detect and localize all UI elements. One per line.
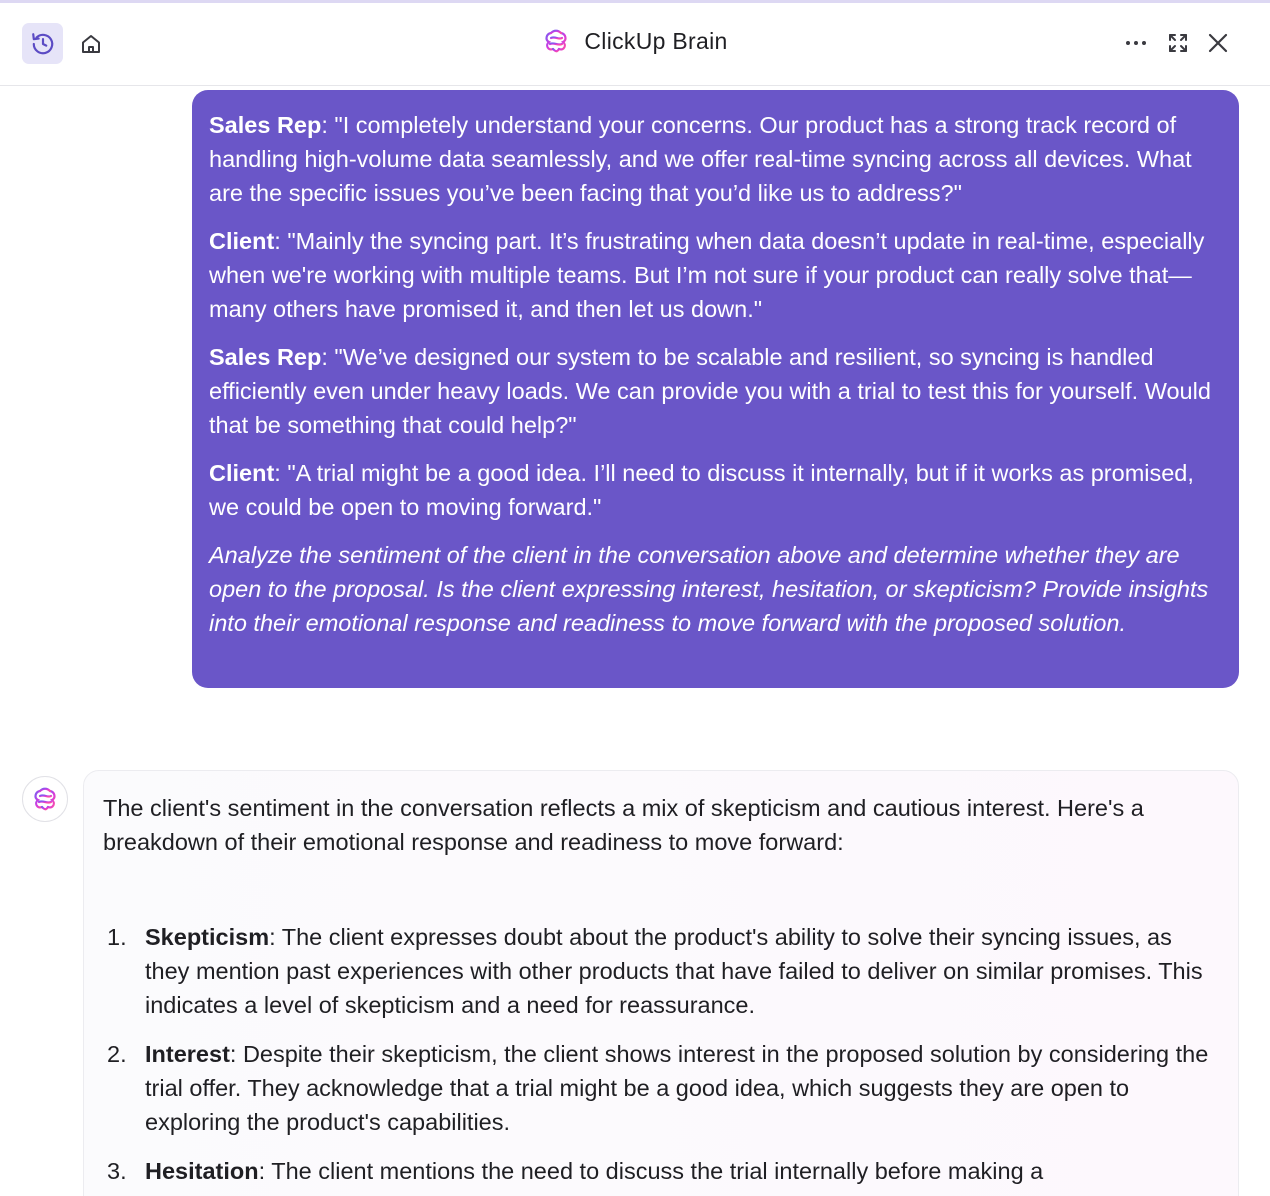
close-icon	[1208, 33, 1228, 53]
speaker-label: Sales Rep	[209, 112, 322, 138]
dialogue-text: : "Mainly the syncing part. It’s frustrating when data doesn’t update in real-time, especially when we're working with multiple teams. But I’m not sure if your product can really solve that—many others have promised it, and then let us down."	[209, 228, 1205, 322]
dialogue-turn	[209, 108, 1225, 210]
more-icon	[1125, 40, 1147, 46]
list-number: 2.	[107, 1041, 127, 1067]
expand-button[interactable]	[1160, 25, 1196, 61]
list-number: 1.	[107, 924, 127, 950]
list-text: : The client expresses doubt about the product's ability to solve their syncing issues, as they mention past experiences with other products that have failed to deliver on similar promises. This indicates a level of skepticism and a need for reassurance.	[145, 924, 1203, 1018]
dialogue-turn	[209, 340, 1225, 442]
more-options-button[interactable]	[1118, 25, 1154, 61]
dialogue-text: : "A trial might be a good idea. I’ll need to discuss it internally, but if it works as promised, we could be open to moving forward."	[209, 460, 1194, 520]
ai-response-list	[103, 920, 1220, 1188]
list-term: Skepticism	[145, 924, 270, 950]
list-term: Hesitation	[145, 1158, 259, 1184]
close-button[interactable]	[1200, 25, 1236, 61]
chat-thread[interactable]	[0, 86, 1270, 1196]
ai-response-intro: The client's sentiment in the conversation reflects a mix of skepticism and cautious interest. Here's a breakdown of their emotional response and readiness to move forward:	[103, 795, 1144, 855]
list-number: 3.	[107, 1158, 127, 1184]
speaker-label: Client	[209, 228, 275, 254]
expand-icon	[1168, 33, 1188, 53]
dialogue-text: : "We’ve designed our system to be scalable and resilient, so syncing is handled efficiently even under heavy loads. We can provide you with a trial to test this for yourself. Would that be something that could help?"	[209, 344, 1211, 438]
dialogue-text: : "I completely understand your concerns. Our product has a strong track record of handling high-volume data seamlessly, and we offer real-time syncing across all devices. What are the specific issues you’ve been facing that you’d like us to address?"	[209, 112, 1192, 206]
list-item	[103, 920, 1220, 1022]
panel-title: ClickUp Brain	[584, 27, 728, 54]
ai-avatar	[22, 776, 68, 822]
speaker-label: Client	[209, 460, 275, 486]
speaker-label: Sales Rep	[209, 344, 322, 370]
list-text: : Despite their skepticism, the client shows interest in the proposed solution by considering the trial offer. They acknowledge that a trial might be a good idea, which suggests they are open to exploring the product's capabilities.	[145, 1041, 1209, 1135]
dialogue-turn	[209, 456, 1225, 524]
ai-response-bubble	[83, 770, 1239, 1196]
panel-header	[0, 3, 1270, 86]
clickup-brain-avatar-icon	[31, 785, 59, 813]
prompt-instruction: Analyze the sentiment of the client in the conversation above and determine whether they are open to the proposal. Is the client expressing interest, hesitation, or skepticism? Provide insights into their emotional response and readiness to move forward with the proposed solution.	[209, 542, 1209, 636]
list-item	[103, 1037, 1220, 1139]
list-item	[103, 1154, 1220, 1188]
user-message-bubble	[192, 90, 1239, 688]
list-term: Interest	[145, 1041, 230, 1067]
header-title-group	[0, 27, 1270, 55]
list-text: : The client mentions the need to discuss the trial internally before making a	[258, 1158, 1044, 1184]
clickup-brain-logo-icon	[542, 27, 570, 55]
dialogue-turn	[209, 224, 1225, 326]
